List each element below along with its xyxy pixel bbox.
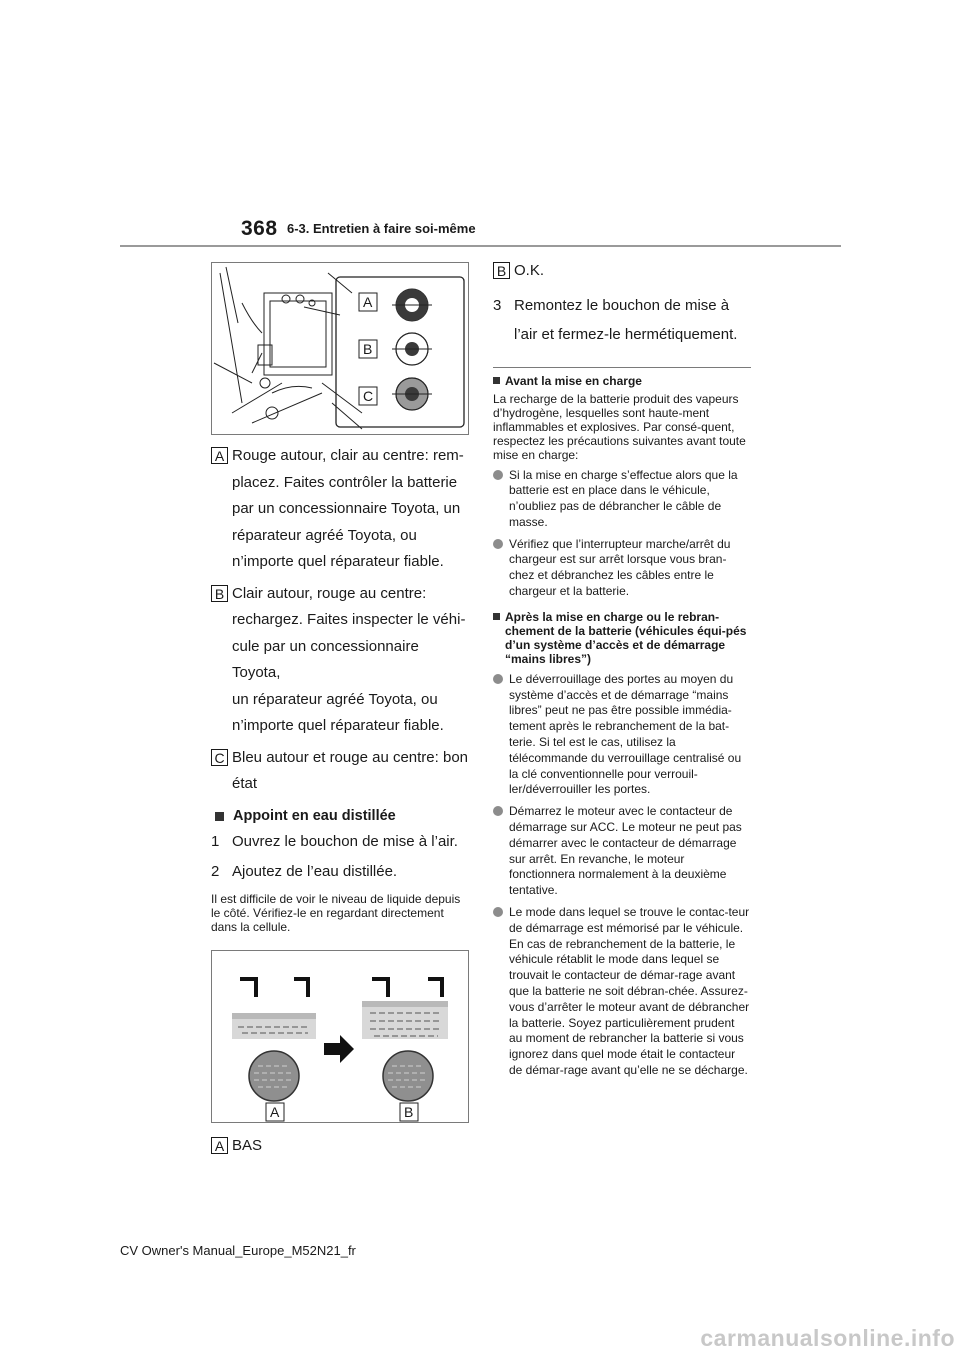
bullet-dot-icon — [493, 907, 503, 917]
bullet-dot-icon — [493, 470, 503, 480]
step-2-number: 2 — [211, 862, 220, 880]
charging-intro: La recharge de la batterie produit des vapeurs d’hydrogène, lesquelles sont haute-ment inflammables et explosives. Par consé-quent, respectez les précautions suivantes avant toute mise en charge: — [493, 391, 746, 462]
after-heading — [493, 610, 751, 666]
after-bullet-3 — [493, 905, 751, 1079]
water-figure-label-b: B — [404, 1103, 414, 1120]
letter-a-box-2: A — [211, 1137, 228, 1154]
charging-heading-text: Avant la mise en charge — [505, 373, 642, 388]
step-3-line-1: Remontez le bouchon de mise à — [514, 296, 730, 314]
label-a-text: BAS — [232, 1136, 263, 1154]
square-bullet-icon — [493, 613, 500, 620]
step-2 — [211, 860, 471, 884]
item-a-line-5: n’importe quel réparateur fiable. — [232, 553, 444, 570]
page-number: 368 — [241, 217, 278, 240]
charging-bullet-2-text: Vérifiez que l’interrupteur marche/arrêt du chargeur est sur arrêt lorsque vous bran-chez et débranchez les câbles entre le chargeur et la batterie. — [509, 536, 731, 599]
step-1-text: Ouvrez le bouchon de mise à l’air. — [232, 832, 458, 850]
right-column — [493, 262, 751, 1085]
battery-indicator-figure — [211, 262, 469, 435]
left-column — [211, 262, 471, 1159]
item-a-line-1: Rouge autour, clair au centre: rem- — [232, 447, 464, 464]
label-b-item — [493, 258, 751, 285]
item-a-line-3: par un concessionnaire Toyota, un — [232, 500, 461, 517]
bullet-dot-icon — [493, 539, 503, 549]
water-level-illustration — [212, 951, 468, 1122]
step-3 — [493, 291, 751, 349]
footer-manual-id: CV Owner's Manual_Europe_M52N21_fr — [120, 1243, 356, 1258]
header-divider — [120, 245, 841, 247]
letter-c-box: C — [211, 749, 228, 766]
water-level-figure — [211, 950, 469, 1123]
step-1 — [211, 830, 471, 854]
indicator-item-c — [211, 745, 471, 798]
after-heading-text: Après la mise en charge ou le rebran-chement de la batterie (véhicules équi-pés d’un système d’accès et de démarrage “mains libres”) — [505, 609, 747, 666]
after-bullet-1 — [493, 672, 751, 798]
water-heading — [211, 808, 471, 824]
water-heading-text: Appoint en eau distillée — [233, 807, 396, 824]
letter-b-box: B — [211, 585, 228, 602]
watermark: carmanualsonline.info — [700, 1325, 955, 1351]
indicator-item-b — [211, 581, 471, 740]
step-3-number: 3 — [493, 296, 502, 314]
label-a-item — [211, 1133, 471, 1160]
letter-a-box: A — [211, 447, 228, 464]
after-bullet-1-text: Le déverrouillage des portes au moyen du système d’accès et de démarrage “mains libres” peut ne pas être possible immédia-tement après le rebranchement de la bat-terie. Si tel est le cas, utilisez la télécommande du verrouillage centralisé ou la clé conventionnelle pour verrouil-ler/déverrouiller les portes. — [509, 671, 742, 797]
bullet-dot-icon — [493, 806, 503, 816]
figure-label-b: B — [363, 341, 373, 357]
figure-label-c: C — [363, 388, 374, 404]
battery-illustration — [212, 263, 468, 434]
step-2-text: Ajoutez de l’eau distillée. — [232, 862, 398, 880]
item-b-line-2: rechargez. Faites inspecter le véhi- — [232, 611, 466, 628]
water-note: Il est difficile de voir le niveau de liquide depuis le côté. Vérifiez-le en regardant directement dans la cellule. — [211, 891, 461, 934]
letter-b-box-2: B — [493, 262, 510, 279]
item-a-line-2: placez. Faites contrôler la batterie — [232, 473, 458, 491]
label-b-text: O.K. — [514, 262, 545, 279]
after-bullet-2 — [493, 804, 751, 899]
indicator-item-a — [211, 443, 471, 576]
item-b-line-3: cule par un concessionnaire Toyota, — [232, 637, 419, 681]
indicator-list — [211, 443, 471, 798]
after-bullet-3-text: Le mode dans lequel se trouve le contac-teur de démarrage est mémorisé par le véhicule. En cas de rebranchement de la batterie, le véhicule rétablit le mode dans lequel se trouvait le contacteur de démar-rage avant que la batterie ne soit débran-chée. Assurez-vous d’arrêter le moteur avant de débrancher la batterie. Soyez particulièrement prudent au moment de rebrancher la batterie si vous ignorez dans quel mode était le contacteur de démar-rage avant qu’elle ne se décharge. — [509, 905, 750, 1077]
item-b-line-1: Clair autour, rouge au centre: — [232, 584, 427, 602]
charging-heading — [493, 374, 751, 388]
right-divider — [493, 367, 751, 368]
step-3-line-2: l’air et fermez-le hermétiquement. — [514, 325, 738, 343]
section-title: 6-3. Entretien à faire soi-même — [287, 221, 476, 236]
bullet-dot-icon — [493, 674, 503, 684]
square-bullet-icon — [493, 377, 500, 384]
item-b-line-4: un réparateur agréé Toyota, ou — [232, 690, 438, 708]
charging-bullet-1 — [493, 468, 751, 531]
item-b-line-5: n’importe quel réparateur fiable. — [232, 717, 444, 734]
item-a-line-4: réparateur agréé Toyota, ou — [232, 526, 417, 544]
water-figure-label-a: A — [270, 1103, 280, 1120]
charging-bullet-2 — [493, 537, 751, 600]
after-bullet-2-text: Démarrez le moteur avec le contacteur de démarrage sur ACC. Le moteur ne peut pas démarrer avec le contacteur de démarrage sur arrêt. En revanche, le moteur fonctionnera normalement à la deuxième tentative. — [509, 804, 742, 898]
step-1-number: 1 — [211, 832, 220, 850]
item-c-line-1: Bleu autour et rouge au centre: bon — [232, 748, 469, 766]
charging-bullet-1-text: Si la mise en charge s’effectue alors que la batterie est en place dans le véhicule, n’oubliez pas de débrancher le câble de masse. — [509, 467, 738, 529]
square-bullet-icon — [215, 812, 224, 821]
item-c-line-2: état — [232, 775, 258, 792]
figure-label-a: A — [363, 294, 373, 310]
